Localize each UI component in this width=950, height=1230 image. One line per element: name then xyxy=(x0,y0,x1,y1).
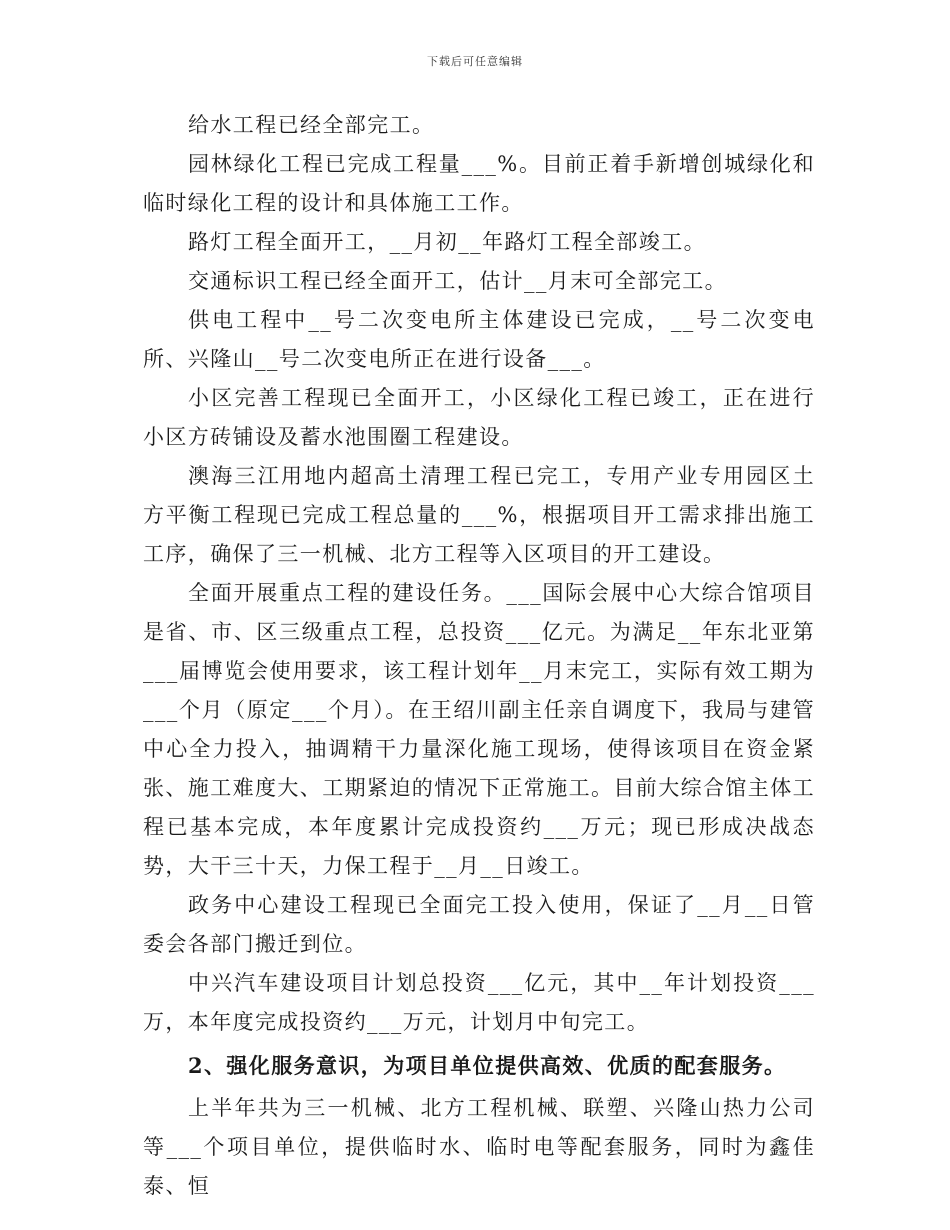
paragraph: 中兴汽车建设项目计划总投资___亿元，其中__年计划投资___万，本年度完成投资约___万元，计划月中旬完工。 xyxy=(143,971,815,1034)
paragraph: 全面开展重点工程的建设任务。___国际会展中心大综合馆项目是省、市、区三级重点工程，总投资___亿元。为满足__年东北亚第___届博览会使用要求，该工程计划年__月末完工，实际有效工期为___个月（原定___个月）。在王绍川副主任亲自调度下，我局与建管中心全力投入，抽调精干力量深化施工现场，使得该项目在资金紧张、施工难度大、工期紧迫的情况下正常施工。目前大综合馆主体工程已基本完成，本年度累计完成投资约___万元；现已形成决战态势，大干三十天，力保工程于__月__日竣工。 xyxy=(143,581,815,878)
paragraph: 政务中心建设工程现已全面完工投入使用，保证了__月__日管委会各部门搬迁到位。 xyxy=(143,893,815,956)
paragraph: 小区完善工程现已全面开工，小区绿化工程已竣工，正在进行小区方砖铺设及蓄水池围圈工程建设。 xyxy=(143,386,815,449)
paragraph: 上半年共为三一机械、北方工程机械、联塑、兴隆山热力公司等___个项目单位，提供临时水、临时电等配套服务，同时为鑫佳泰、恒 xyxy=(143,1096,815,1198)
paragraph: 给水工程已经全部完工。 xyxy=(188,113,435,137)
paragraph: 澳海三江用地内超高土清理工程已完工，专用产业专用园区土方平衡工程现已完成工程总量的___%，根据项目开工需求排出施工工序，确保了三一机械、北方工程等入区项目的开工建设。 xyxy=(143,464,815,566)
document-body xyxy=(143,106,815,1206)
paragraph: 交通标识工程已经全面开工，估计__月末可全部完工。 xyxy=(188,269,727,293)
paragraph: 路灯工程全面开工，__月初__年路灯工程全部竣工。 xyxy=(188,230,706,254)
paragraph: 园林绿化工程已完成工程量___%。目前正着手新增创城绿化和临时绿化工程的设计和具体施工工作。 xyxy=(143,152,815,215)
section-heading: 2、强化服务意识，为项目单位提供高效、优质的配套服务。 xyxy=(188,1053,787,1078)
paragraph: 供电工程中__号二次变电所主体建设已完成，__号二次变电所、兴隆山__号二次变电所正在进行设备___。 xyxy=(143,308,815,371)
page-header: 下载后可任意编辑 xyxy=(427,55,523,68)
